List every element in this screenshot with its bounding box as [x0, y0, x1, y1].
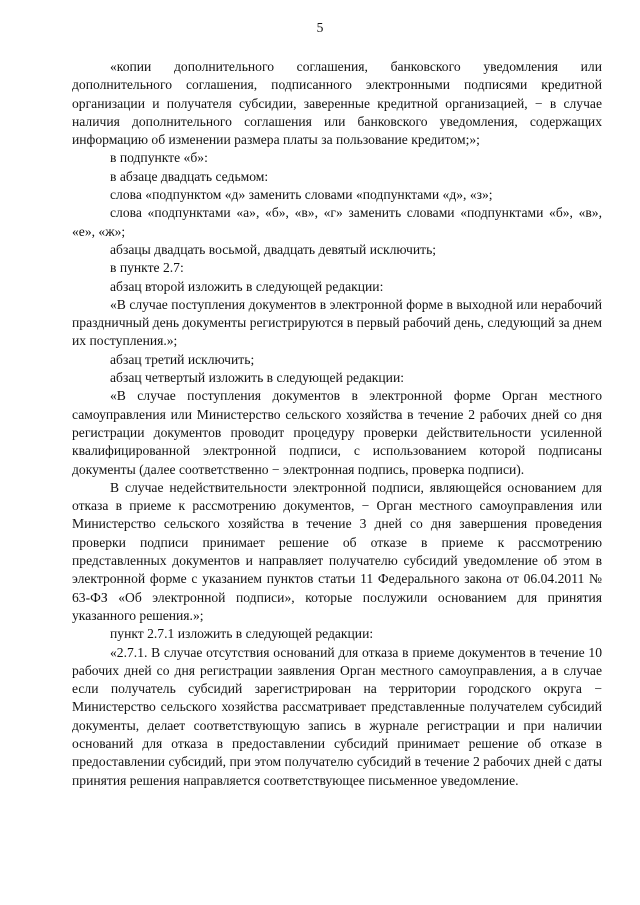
paragraph-7: в пункте 2.7: — [110, 260, 184, 276]
paragraph-11: абзац четвертый изложить в следующей редакции: — [110, 370, 405, 386]
paragraph-8: абзац второй изложить в следующей редакции: — [110, 278, 384, 294]
paragraph-1: «копии дополнительного соглашения, банковского уведомления или дополнительного соглашения, подписанного электронными подписями кредитной организации и получателя субсидии, заверенные кредитной организацией, − в случае наличия дополнительного соглашения или банковского уведомления, содержащих информацию об изменении размера платы за пользование кредитом;»; — [72, 59, 602, 148]
paragraph-3: в абзаце двадцать седьмом: — [110, 168, 269, 184]
paragraph-2: в подпункте «б»: — [110, 150, 208, 166]
paragraph-6: абзацы двадцать восьмой, двадцать девятый исключить; — [110, 241, 437, 257]
paragraph-10: абзац третий исключить; — [110, 351, 255, 367]
document-body — [72, 58, 602, 790]
page-number: 5 — [316, 20, 324, 35]
paragraph-5: слова «подпунктами «а», «б», «в», «г» заменить словами «подпунктами «б», «в», «е», «ж»; — [72, 205, 602, 239]
paragraph-9: «В случае поступления документов в электронной форме в выходной или нерабочий праздничный день документы регистрируются в первый рабочий день, следующий за днем их поступления.»; — [72, 296, 602, 349]
paragraph-4: слова «подпунктом «д» заменить словами «подпунктами «д», «з»; — [110, 187, 493, 203]
paragraph-15: «2.7.1. В случае отсутствия оснований для отказа в приеме документов в течение 10 рабочих дней со дня регистрации заявления Орган местного самоуправления, а в случае если получатель субсидий зарегистрирован на территории городского округа − Министерство сельского хозяйства рассматривает представленные получателем субсидий документы, делает соответствующую запись в журнале регистрации и при наличии оснований для отказа в предоставлении субсидий принимает решение об отказе в предоставлении субсидий, при этом получателю субсидий в течение 2 рабочих дней с даты принятия решения направляется соответствующее письменное уведомление. — [72, 644, 602, 788]
paragraph-13: В случае недействительности электронной подписи, являющейся основанием для отказа в приеме к рассмотрению документов, − Орган местного самоуправления или Министерство сельского хозяйства в течение 3 дней со дня завершения проведения проверки подписи принимает решение об отказе в приеме к рассмотрению представленных документов и направляет получателю субсидий уведомление об этом в электронной форме с указанием пунктов статьи 11 Федерального закона от 06.04.2011 № 63-ФЗ «Об электронной подписи», которые послужили основанием для принятия указанного решения.»; — [72, 479, 602, 623]
paragraph-14: пункт 2.7.1 изложить в следующей редакции: — [110, 626, 374, 642]
paragraph-12: «В случае поступления документов в электронной форме Орган местного самоуправления или Министерство сельского хозяйства в течение 2 рабочих дней со дня регистрации документов проводит процедуру проверки действительности усиленной квалифицированной электронной подписи, с использованием которой подписаны документы (далее соответственно − электронная подпись, проверка подписи). — [72, 388, 602, 477]
